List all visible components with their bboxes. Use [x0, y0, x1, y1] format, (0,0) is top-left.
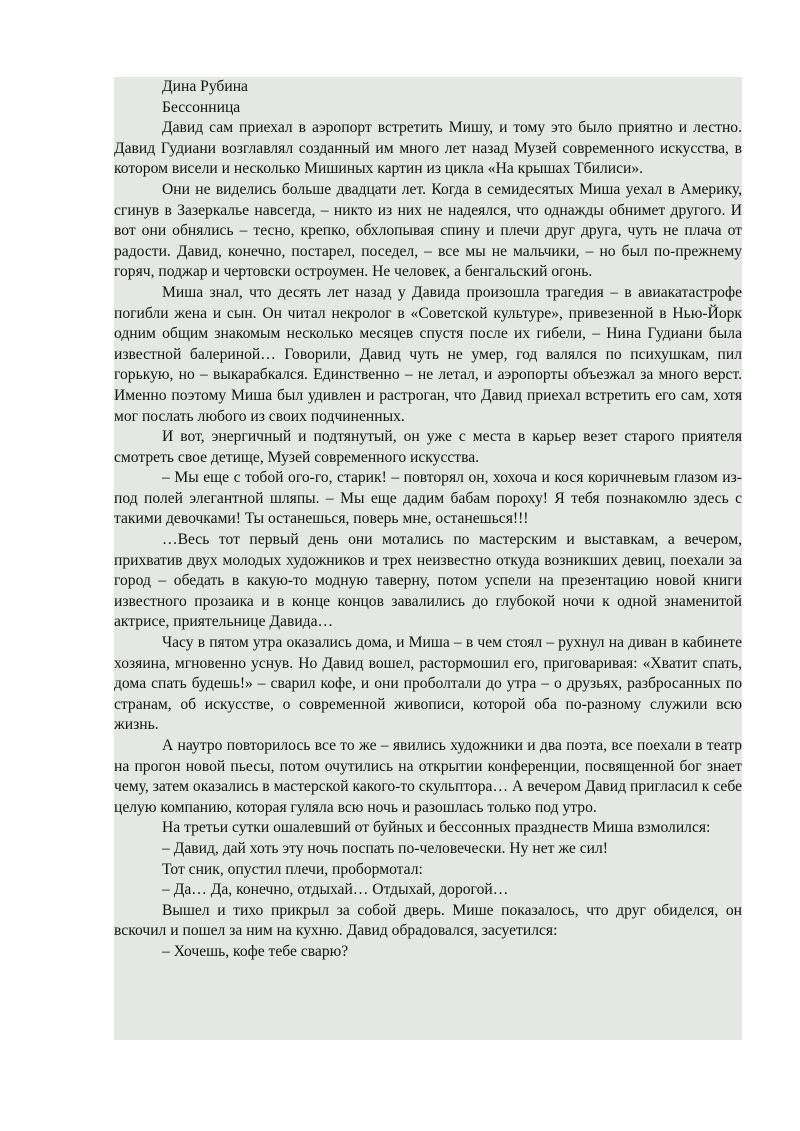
paragraph: …Весь тот первый день они мотались по мастерским и выставкам, а вечером, прихватив двух молодых художников и трех неизвестно откуда возникших девиц, поехали за город – обедать в какую-то модную таверну, потом успели на презентацию новой книги известного прозаика и в конце концов завалились до глубокой ночи к одной знаменитой актрисе, приятельнице Давида… — [114, 531, 742, 631]
paragraph: На третьи сутки ошалевший от буйных и бессонных празднеств Миша взмолился: — [162, 819, 711, 837]
paragraph: – Хочешь, кофе тебе сварю? — [162, 942, 349, 960]
author-line: Дина Рубина — [162, 78, 248, 95]
paragraph: Тот сник, опустил плечи, пробормотал: — [162, 860, 423, 878]
paragraph: А наутро повторилось все то же – явились художники и два поэта, все поехали в театр на прогон новой пьесы, потом очутились на открытии конференции, посвященной бог знает чему, затем оказались в мастерской какого-то скульптора… А вечером Давид пригласил к себе целую компанию, которая гуляла всю ночь и разошлась только под утро. — [114, 737, 742, 816]
paragraph: И вот, энергичный и подтянутый, он уже с места в карьер везет старого приятеля смотреть свое детище, Музей современного искусства. — [114, 428, 742, 466]
paragraph: – Мы еще с тобой ого-го, старик! – повторял он, хохоча и кося коричневым глазом из-под полей элегантной шляпы. – Мы еще дадим бабам пороху! Я тебя познакомлю здесь с такими девочками! Ты останешься, поверь мне, останешься!!! — [114, 469, 742, 528]
text-block — [114, 77, 742, 1040]
paragraph: – Давид, дай хоть эту ночь поспать по-человечески. Ну нет же сил! — [162, 839, 608, 857]
paragraph: Миша знал, что десять лет назад у Давида произошла трагедия – в авиакатастрофе погибли жена и сын. Он читал некролог в «Советской культуре», привезенной в Нью-Йорк одним общим знакомым несколько месяцев спустя после их гибели, – Нина Гудиани была известной балериной… Говорили, Давид чуть не умер, год валялся по психушкам, пил горькую, но – выкарабкался. Единственно – не летал, и аэропорты объезжал за много верст. Именно поэтому Миша был удивлен и растроган, что Давид приехал встретить его сам, хотя мог послать любого из своих подчиненных. — [114, 283, 742, 425]
paragraph: Вышел и тихо прикрыл за собой дверь. Мише показалось, что друг обиделся, он вскочил и пошел за ним на кухню. Давид обрадовался, засуетился: — [114, 901, 742, 940]
title-line: Бессонница — [162, 98, 241, 116]
paragraph: – Да… Да, конечно, отдыхай… Отдыхай, дорогой… — [162, 881, 509, 899]
paragraph: Они не виделись больше двадцати лет. Когда в семидесятых Миша уехал в Америку, сгинув в Зазеркалье навсегда, – никто из них не надеялся, что однажды обнимет другого. И вот они обнялись – тесно, крепко, обхлопывая спину и плечи друг друга, чуть не плача от радости. Давид, конечно, постарел, поседел, – все мы не мальчики, – но был по-прежнему горяч, поджар и чертовски остроумен. Не человек, а бенгальский огонь. — [114, 180, 742, 281]
paragraph: Часу в пятом утра оказались дома, и Миша – в чем стоял – рухнул на диван в кабинете хозяина, мгновенно уснув. Но Давид вошел, растормошил его, приговаривая: «Хватит спать, дома спать будешь!» – сварил кофе, и они проболтали до утра – о друзьях, разбросанных по странам, об искусстве, о современной живописи, которой оба по-разному служили всю жизнь. — [114, 634, 742, 734]
paragraph: Давид сам приехал в аэропорт встретить Мишу, и тому это было приятно и лестно. Давид Гудиани возглавлял созданный им много лет назад Музей современного искусства, в котором висели и несколько Мишиных картин из цикла «На крышах Тбилиси». — [114, 119, 742, 178]
